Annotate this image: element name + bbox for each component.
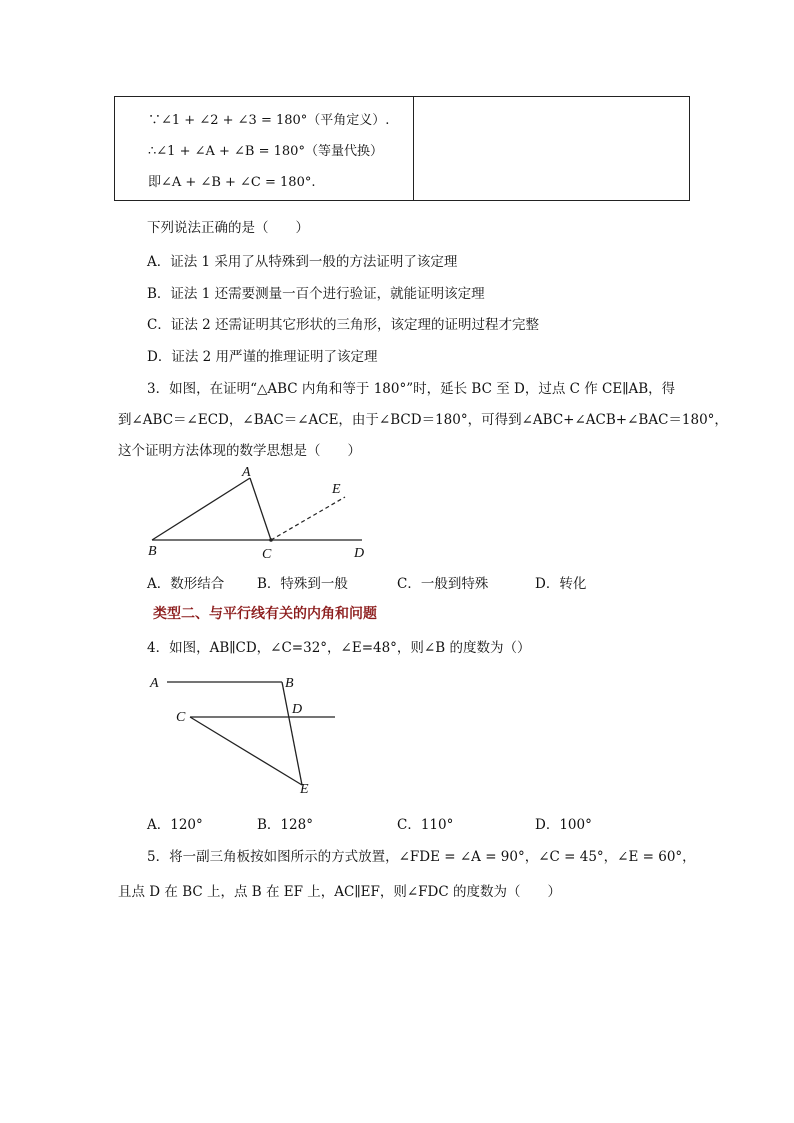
- q4-option-a[interactable]: A．120°: [147, 817, 203, 833]
- label-a: A: [242, 465, 251, 480]
- label-b: B: [148, 544, 157, 559]
- line-ce: [190, 717, 302, 785]
- label-d: D: [292, 702, 303, 717]
- q2-option-a[interactable]: A．证法 1 采用了从特殊到一般的方法证明了该定理: [147, 254, 458, 270]
- q4-option-d[interactable]: D．100°: [535, 817, 592, 833]
- proof-line: ∵∠1 + ∠2 + ∠3 = 180°（平角定义）.: [148, 113, 390, 128]
- q4-figure: [140, 665, 350, 805]
- proof-cell-right: [414, 97, 690, 201]
- q3-option-a[interactable]: A．数形结合: [147, 576, 225, 592]
- q4-stem: 4．如图，AB∥CD，∠C=32°，∠E=48°，则∠B 的度数为（）: [147, 640, 531, 656]
- proof-line: ∴∠1 + ∠A + ∠B = 180°（等量代换）: [148, 144, 383, 159]
- q4-option-b[interactable]: B．128°: [257, 817, 313, 833]
- q2-option-b[interactable]: B．证法 1 还需要测量一百个进行验证，就能证明该定理: [147, 286, 485, 302]
- q3-option-d[interactable]: D．转化: [535, 576, 587, 592]
- label-a: A: [150, 676, 159, 691]
- q3-stem-line1: 3．如图，在证明“△ABC 内角和等于 180°”时，延长 BC 至 D，过点 C 作 CE∥AB，得: [147, 381, 676, 397]
- label-c: C: [176, 710, 186, 725]
- label-c: C: [262, 547, 272, 562]
- q3-option-c[interactable]: C．一般到特殊: [397, 576, 489, 592]
- line-be: [282, 682, 302, 785]
- q3-stem-line2: 到∠ABC＝∠ECD，∠BAC＝∠ACE，由于∠BCD＝180°，可得到∠ABC+∠ACB+∠BAC＝180°，: [118, 412, 728, 428]
- label-b: B: [285, 676, 294, 691]
- q3-stem-line3: 这个证明方法体现的数学思想是（ ）: [118, 443, 361, 459]
- q4-option-c[interactable]: C．110°: [397, 817, 454, 833]
- proof-cell-left: [115, 97, 414, 201]
- section-title: 类型二、与平行线有关的内角和问题: [153, 606, 377, 622]
- q2-stem: 下列说法正确的是（ ）: [147, 220, 309, 236]
- q5-stem-line2: 且点 D 在 BC 上，点 B 在 EF 上，AC∥EF，则∠FDC 的度数为（ ）: [118, 884, 561, 900]
- label-e: E: [300, 782, 309, 797]
- label-e: E: [332, 482, 341, 497]
- q3-figure: [140, 462, 380, 562]
- label-d: D: [354, 546, 365, 561]
- q3-option-b[interactable]: B．特殊到一般: [257, 576, 348, 592]
- proof-table: [114, 96, 690, 201]
- proof-line: 即∠A + ∠B + ∠C = 180°.: [148, 175, 316, 190]
- point-c: [269, 538, 273, 542]
- q5-stem-line1: 5．将一副三角板按如图所示的方式放置，∠FDE = ∠A = 90°，∠C = 45°，∠E = 60°，: [147, 849, 696, 865]
- q2-option-d[interactable]: D．证法 2 用严谨的推理证明了该定理: [147, 349, 378, 365]
- line-ba: [152, 478, 250, 540]
- line-ac: [250, 478, 271, 540]
- q2-option-c[interactable]: C．证法 2 还需证明其它形状的三角形，该定理的证明过程才完整: [147, 317, 540, 333]
- line-ce-dashed: [271, 497, 345, 540]
